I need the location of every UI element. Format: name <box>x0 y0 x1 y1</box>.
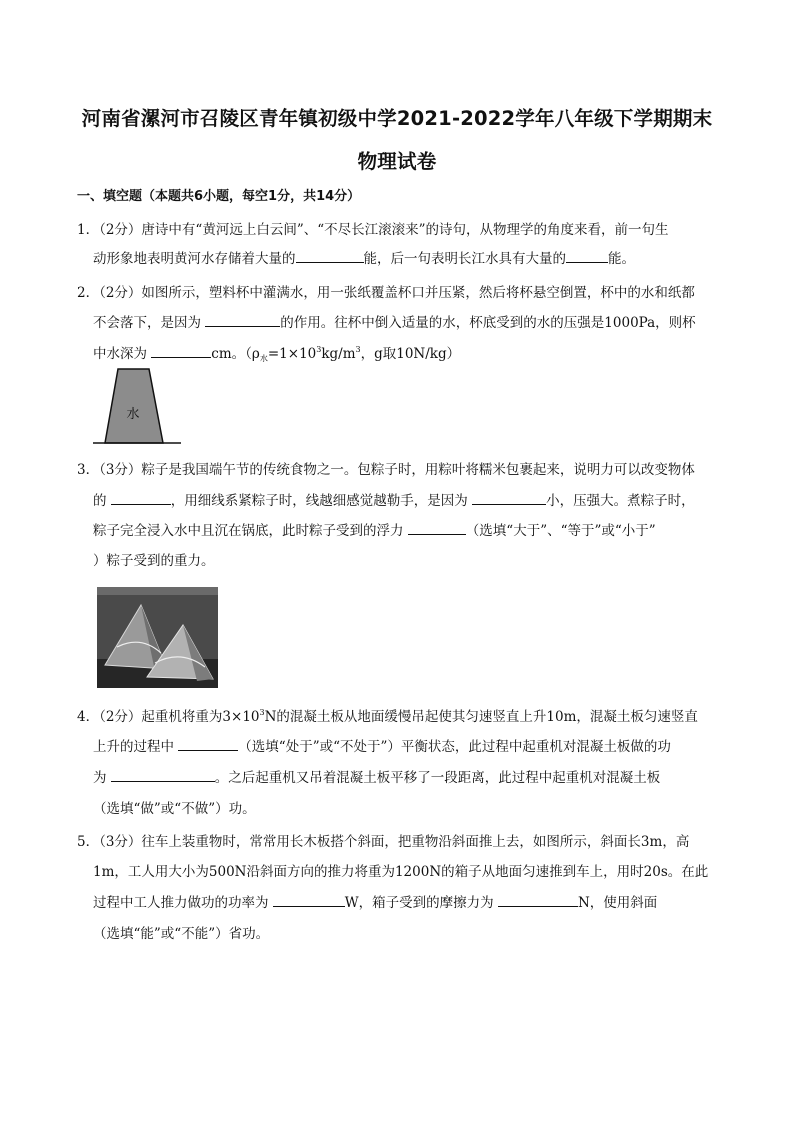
q1-line2 <box>93 247 635 267</box>
q4-line2 <box>93 735 671 755</box>
q2-text-b: 的作用。往杯中倒入适量的水，杯底受到的水的压强是1000Pa，则杯 <box>280 315 696 331</box>
q2-exponent-1: 3 <box>316 345 322 354</box>
q4-text-a: 4．（2分）起重机将重为3×10 <box>77 709 260 725</box>
cup-figure <box>93 363 183 449</box>
q5-text-a: 过程中工人推力做功的功率为 <box>93 895 273 911</box>
q1-text-c: 能。 <box>608 251 635 267</box>
water-label: 水 <box>126 407 140 422</box>
q1-text-a: 动形象地表明黄河水存储着大量的 <box>93 251 296 267</box>
q5-line2: 1m，工人用大小为500N沿斜面方向的推力将重为1200N的箱子从地面匀速推到车上，用时20s。在此 <box>93 864 709 880</box>
q5-text-b: W，箱子受到的摩擦力为 <box>344 895 498 911</box>
q2-text-e: =1×10 <box>267 346 317 362</box>
q4-text-d: （选填“处于”或“不处于”）平衡状态，此过程中起重机对混凝土板做的功 <box>238 739 671 755</box>
q4-line3 <box>93 766 660 786</box>
q2-exponent-2: 3 <box>355 345 361 354</box>
q5-blank-2[interactable] <box>498 892 578 907</box>
q4-text-c: 上升的过程中 <box>93 739 179 755</box>
q2-text-a: 不会落下，是因为 <box>93 315 206 331</box>
q2-text-c: 中水深为 <box>93 346 152 362</box>
q2-line3 <box>93 342 460 364</box>
zongzi-photo <box>97 587 218 688</box>
q4-text-b: N的混凝土板从地面缓慢吊起使其匀速竖直上升10m，混凝土板匀速竖直 <box>264 709 698 725</box>
q3-text-a: 的 <box>93 493 111 509</box>
photo-highlight <box>97 587 218 595</box>
page-title-line1: 河南省漯河市召陵区青年镇初级中学2021-2022学年八年级下学期期末 <box>81 107 713 130</box>
q5-blank-1[interactable] <box>273 892 345 907</box>
q4-line1 <box>77 705 698 725</box>
section-heading: 一、填空题（本题共6小题，每空1分，共14分） <box>77 189 361 204</box>
q3-text-b: ，用细线系紧粽子时，线越细感觉越勒手，是因为 <box>170 493 473 509</box>
q3-line3 <box>93 519 656 539</box>
page-title-line2: 物理试卷 <box>357 150 437 173</box>
q4-line4: （选填“做”或“不做”）功。 <box>93 801 256 817</box>
q4-text-e: 为 <box>93 770 111 786</box>
q3-line4: ）粽子受到的重力。 <box>93 553 215 569</box>
q1-text-b: 能，后一句表明长江水具有大量的 <box>363 251 566 267</box>
q2-line1: 2．（2分）如图所示，塑料杯中灌满水，用一张纸覆盖杯口并压紧，然后将杯悬空倒置，杯中的水和纸都 <box>77 285 695 301</box>
q3-blank-2[interactable] <box>472 490 546 505</box>
q1-blank-1[interactable] <box>296 248 364 263</box>
q1-blank-2[interactable] <box>566 248 608 263</box>
q3-blank-1[interactable] <box>111 490 171 505</box>
q3-text-d: 粽子完全浸入水中且沉在锅底，此时粽子受到的浮力 <box>93 523 408 539</box>
q4-blank-1[interactable] <box>178 736 238 751</box>
q5-line1: 5．（3分）往车上装重物时，常常用长木板搭个斜面，把重物沿斜面推上去，如图所示，斜面长3m，高 <box>77 834 690 850</box>
q5-text-c: N，使用斜面 <box>577 895 658 911</box>
q5-line4: （选填“能”或“不能”）省功。 <box>93 926 270 942</box>
cup-shape <box>105 369 163 443</box>
q3-blank-3[interactable] <box>408 520 466 535</box>
q2-rho-subscript: 水 <box>259 354 268 363</box>
q2-text-d: cm。（ρ <box>211 346 260 362</box>
q3-text-e: （选填“大于”、“等于”或“小于” <box>465 523 656 539</box>
q5-line3 <box>93 891 657 911</box>
q3-text-c: 小，压强大。煮粽子时， <box>546 493 695 509</box>
q4-exponent: 3 <box>259 708 265 717</box>
q2-blank-1[interactable] <box>205 312 280 327</box>
q2-blank-2[interactable] <box>151 343 211 358</box>
q2-text-f: kg/m <box>321 346 356 362</box>
q3-line1: 3．（3分）粽子是我国端午节的传统食物之一。包粽子时，用粽叶将糯米包裹起来，说明力可以改变物体 <box>77 462 695 478</box>
q3-line2 <box>93 489 695 509</box>
q1-line1: 1．（2分）唐诗中有“黄河远上白云间”、“不尽长江滚滚来”的诗句，从物理学的角度来看，前一句生 <box>77 222 669 238</box>
q4-text-f: 。之后起重机又吊着混凝土板平移了一段距离，此过程中起重机对混凝土板 <box>214 770 661 786</box>
q4-blank-2[interactable] <box>111 767 215 782</box>
q2-text-g: ，g取10N/kg） <box>360 346 461 362</box>
q2-line2 <box>93 311 696 331</box>
